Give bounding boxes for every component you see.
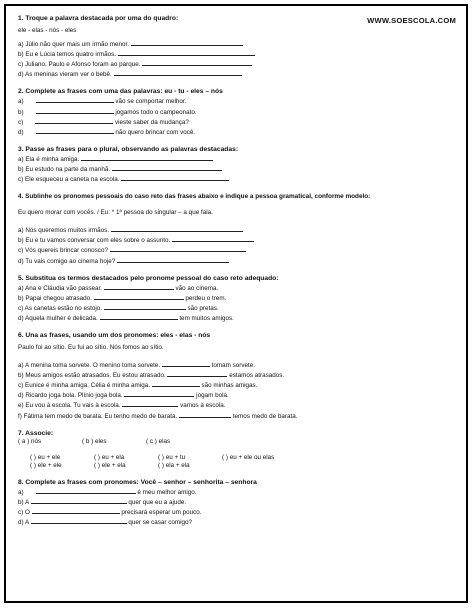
q8-item: c) O precisará esperar um pouco. [18,509,202,517]
q3-item: a) Ela é minha amiga. [18,154,458,164]
q7-row: ( ) eu + ele ( ) eu + ela ( ) eu + tu ( ) eu + ele ou elas [30,453,275,461]
q1-item: c) Juliano, Paulo e Afonso foram ao parque. [18,59,458,69]
question-4 [18,192,458,265]
question-2-title: 2. Complete as frases com uma das palavras: eu - tu - eles – nós [18,88,223,96]
q7-row: ( ) ele + ele ( ) ele + ela ( ) ela + ela [30,461,190,469]
q1-item: a) Júlio não quer mais um irmão menor. [18,39,458,49]
q4-item: d) Tu vais comigo ao cinema hoje? [18,256,458,266]
question-7-title: 7. Associe: [18,429,54,437]
question-1 [18,14,458,79]
q2-item: d) não quero brincar com você. [18,128,196,136]
question-1-title: 1. Troque a palavra destacada por uma do quadro: [18,15,179,22]
worksheet-frame [4,4,468,603]
q5-item: d) Aquela mulher é delicada. tem muitos amigos. [18,314,234,322]
question-5-title: 5. Substitua os termos destacados pelo pronome pessoal do caso reto adequado: [18,274,279,282]
q5-item: b) Papai chegou atrasado. perdeu o trem. [18,294,227,302]
q3-item: c) Ele esqueceu a caneta na escola. [18,174,458,184]
q1-item: b) Eu e Lúcia temos quatro irmãos. [18,49,458,59]
q8-item: d) A quer se casar comigo? [18,519,193,527]
q2-item: b) jogamos todo o campeonato. [18,108,197,116]
q6-model: Paulo foi ao sítio. Eu fui ao sítio. Nós fomos ao sítio. [18,343,164,351]
q4-item: c) Vós quereis brincar conosco? [18,245,458,255]
word-box: ele - elas - nós - eles [18,27,77,34]
q1-item: d) As meninas vieram ver o bebê. [18,69,458,79]
question-5 [18,274,458,323]
q8-item: a) é meu melhor amigo. [18,488,197,496]
question-6 [18,331,458,421]
site-url: WWW.SOESCOLA.COM [367,16,456,25]
q6-item: d) Ricardo joga bola. Plínio joga bola. jogam bola. [18,392,229,400]
q2-item: c) vieste saber da mudança? [18,118,189,126]
q6-item: f) Fátima tem medo de barata. Eu tenho medo de barata. temos medo de barata. [18,412,298,420]
question-8 [18,478,458,527]
question-3 [18,145,458,184]
q4-model: Eu quero morar com vocês. / Eu: * 1ª pessoa do singular – a que fala. [18,209,213,217]
q5-item: a) Ana e Cláudia vão passear. vão ao cinema. [18,284,219,292]
question-3-title: 3. Passe as frases para o plural, observando as palavras destacadas: [18,145,239,153]
question-6-title: 6. Una as frases, usando um dos pronomes: eles - elas - nós [18,331,211,339]
q6-item: e) Eu vou à escola. Tu vais à escola. vamos à escola. [18,402,226,410]
question-2 [18,87,458,136]
q5-item: c) As canetas estão no estojo. são pretas. [18,304,219,312]
q6-item: b) Meus amigos estão atrasados. Eu estou atrasado. estamos atrasados. [18,372,285,380]
q4-item: a) Nós queremos muitos irmãos. [18,225,458,235]
q3-item: b) Eu estudo na parte da manhã. [18,164,458,174]
question-7 [18,429,458,470]
q6-item: a) A menina toma sorvete. O menino toma sorvete. tomam sorvete. [18,362,256,370]
q4-item: b) Eu e tu vamos conversar com eles sobre o assunto. [18,235,458,245]
question-4-title: 4. Sublinhe os pronomes pessoais do caso reto das frases abaixo e indique a pessoa gramatical, conforme modelo: [18,193,371,201]
q8-item: b) A quer que eu a ajude. [18,499,187,506]
q2-item: a) vão se comportar melhor. [18,98,187,106]
q6-item: c) Eunice é minha amiga. Célia é minha amiga. são minhas amigas. [18,382,258,390]
worksheet-content [18,14,458,595]
q7-keys: ( a ) nós ( b ) eles ( c ) elas [18,437,171,445]
question-8-title: 8. Complete as frases com pronomes: Você – senhor – senhorita – senhora [18,478,257,486]
